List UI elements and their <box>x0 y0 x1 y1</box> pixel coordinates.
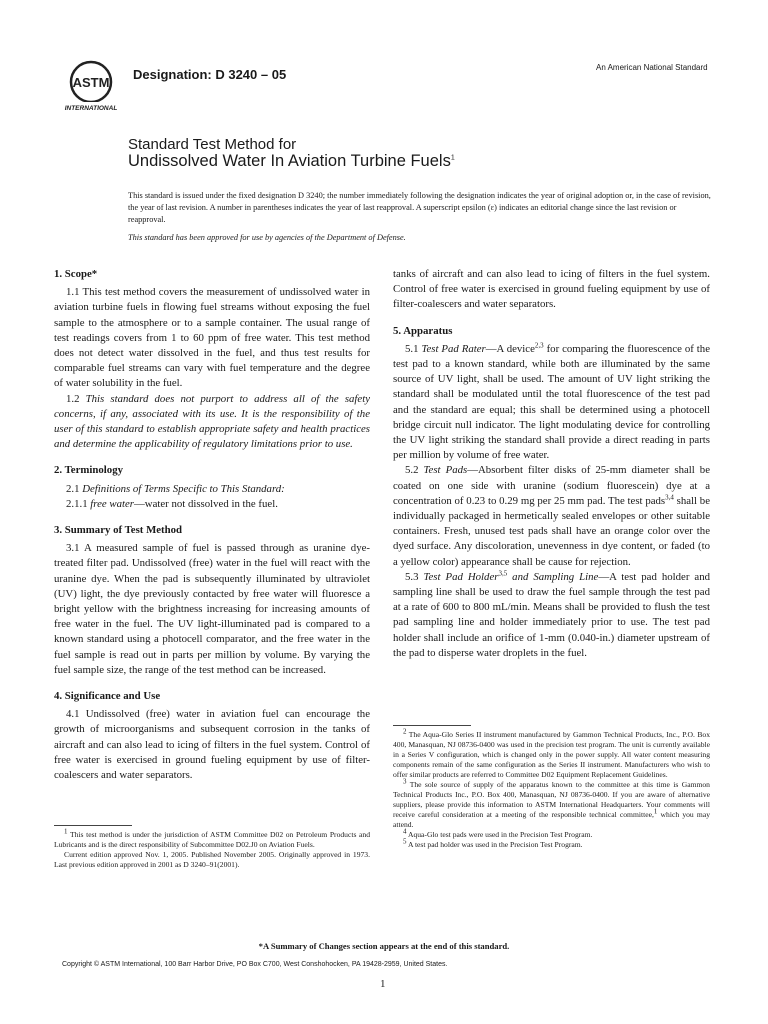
app-5-3-sup: 3,5 <box>498 569 508 578</box>
app-5-2-num: 5.2 <box>405 464 419 477</box>
scope-1-2-num: 1.2 <box>66 392 80 405</box>
footnote-5 <box>393 837 710 850</box>
summary-3-1: 3.1 A measured sample of fuel is passed through as uranine dye-treated filter pad. Undissolved (free) water in the fuel will react with the uranine dye. When the pad is subsequently illuminated by ultraviolet (UV) light, the dye previously contacted by free water will fluoresce a bright yellow with the brightness increasing for increasing amounts of free water in the fuel. The UV light-illuminated pad is compared to a known standard using a photocell comparator, and the free water in the fuel sample is read out in parts per million by volume. By varying the fuel sample size, the range of the test method can be increased. <box>54 542 370 676</box>
title-text: Undissolved Water In Aviation Turbine Fuels <box>128 152 451 170</box>
fn5-num: 5 <box>403 837 407 846</box>
scope-1-1: 1.1 This test method covers the measurement of undissolved water in aviation turbine fuels in flowing fuel streams without exposing the fuel sample to the atmosphere or to a sample container. The usual range of test readings covers from 1 to 60 ppm of free water. This test method does not detect water dissolved in the fuel, and thus test results for comparable fuel streams can vary with fuel temperature and the degree of water solubility in the fuel. <box>54 286 370 390</box>
apparatus-5-3 <box>393 570 710 661</box>
significance-continued: tanks of aircraft and can also lead to icing of filters in the fuel system. Control of free water is exercised in ground fueling equipment by use of filter-coalescers and water separators. <box>393 268 710 311</box>
summary-heading: 3. Summary of Test Method <box>54 524 183 537</box>
title-line-1: Standard Test Method for <box>128 136 297 153</box>
copyright: Copyright © ASTM International, 100 Barr Harbor Drive, PO Box C700, West Conshohocken, PA 19428-2959, United States. <box>62 961 448 968</box>
footnote-2 <box>393 727 710 780</box>
astm-logo-graphic <box>62 58 120 116</box>
app-5-2-b: shall be individually packaged in hermetically sealed envelopes or other suitable containers. Fresh, unused test pads shall have an orange color over the dyed surface. Any discoloration, unevenness in dye content, or faded (to a yellow color) appearance shall be cause for rejection. <box>393 494 710 568</box>
term-2-1-num: 2.1 <box>66 482 80 495</box>
standard-type: An American National Standard <box>596 63 708 72</box>
app-5-3-num: 5.3 <box>405 570 419 583</box>
app-5-1-term: Test Pad Rater <box>421 342 486 355</box>
terminology-heading: 2. Terminology <box>54 464 123 477</box>
app-5-3-b: —A test pad holder and sampling line shall be used to draw the fuel sample through the test pad at a rate of 600 to 800 mL/min. Means shall be provided to flush the test pad sampling line and holder immediately prior to use. The test pad holder shall include an orifice of 1-mm (0.040-in.) diameter upstream of the pad to disperse water droplets in the fuel. <box>393 570 710 659</box>
term-2-1 <box>54 482 370 497</box>
app-5-2-term: Test Pads <box>423 464 468 477</box>
scope-heading: 1. Scope* <box>54 268 98 280</box>
footnote-1 <box>54 827 370 850</box>
title-line-2 <box>128 152 455 171</box>
right-footnote-rule <box>393 725 471 726</box>
right-column <box>393 267 710 661</box>
apparatus-heading: 5. Apparatus <box>393 324 453 337</box>
apparatus-5-1 <box>393 342 710 464</box>
right-footnotes <box>393 727 710 850</box>
astm-logo <box>62 58 120 116</box>
intro-text: This standard is issued under the fixed designation D 3240; the number immediately following the designation indicates the year of original adoption or, in the case of revision, the year of last revision. A number in parentheses indicates the year of last reapproval. A superscript epsilon (ε) indicates an editorial change since the last revision or reapproval. <box>128 191 711 224</box>
left-footnote-rule <box>54 825 132 826</box>
app-5-1-sup: 2,3 <box>534 341 544 350</box>
fn3-sup: 1 <box>653 807 658 816</box>
fn3-text-b: which you may attend. <box>393 810 710 829</box>
svg-text:INTERNATIONAL: INTERNATIONAL <box>64 105 118 112</box>
term-free-water-def: —water not dissolved in the fuel. <box>133 497 278 510</box>
fn1-text: This test method is under the jurisdiction of ASTM Committee D02 on Petroleum Products and Lubricants and is the direct responsibility of Subcommittee D02.J0 on Aviation Fuels. <box>54 830 370 849</box>
app-5-3-term1: Test Pad Holder <box>423 570 499 583</box>
footnote-4 <box>393 827 710 840</box>
footnote-1b: Current edition approved Nov. 1, 2005. Published November 2005. Originally approved in 1973. Last previous edition approved in 2001 as D 3240–91(2001). <box>54 850 370 869</box>
fn2-text: The Aqua-Glo Series II instrument manufactured by Gammon Technical Products, Inc., P.O. Box 400, Manasquan, NJ 08736-0400 was used in the precision test program. The unit is currently available in a Series V configuration, which is changed only in the power supply. All water content measuring components remain of the same configuration as the Series II instrument. Manufacturers who wish to offer similar products are referred to Committee D02 Equipment Replacement Guidelines. <box>393 730 710 779</box>
fn4-num: 4 <box>403 827 407 836</box>
title-footnote-ref: 1 <box>450 154 455 162</box>
approved-note: This standard has been approved for use by agencies of the Department of Defense. <box>128 233 406 242</box>
term-2-1-1-num: 2.1.1 <box>66 497 88 510</box>
term-free-water: free water <box>90 497 134 510</box>
app-5-3-term2: and Sampling Line <box>507 570 599 583</box>
scope-1-2 <box>54 392 370 453</box>
fn4-text: Aqua-Glo test pads were used in the Precision Test Program. <box>407 830 593 839</box>
significance-4-1: 4.1 Undissolved (free) water in aviation fuel can encourage the growth of microorganisms and subsequent corrosion in the tanks of aircraft and can also lead to icing of filters in the fuel system. Control of free water is exercised in ground fueling equipment by use of filter-coalescers and water separators. <box>54 708 370 782</box>
term-2-1-1 <box>54 497 370 512</box>
app-5-1-b: for comparing the fluorescence of the test pad to a known standard, while both are illuminated by the same source of UV light, shall be used. The amount of UV light striking the standard shall be modulated until the total fluorescence of the test pad and the standard are equal; this shall be determined using a photocell bridge circuit null indicator. The light modulating device for controlling the UV light striking the standard shall provide a direct reading in parts per million by volume of free water. <box>393 342 710 462</box>
significance-heading: 4. Significance and Use <box>54 690 161 703</box>
fn1-num: 1 <box>64 827 68 836</box>
fn3-text: The sole source of supply of the apparatus known to the committee at this time is Gammon Technical Products Inc., P.O. Box 400, Manasquan, NJ 08736-0400. If you are aware of alternative suppliers, please provide this information to ASTM International Headquarters. Your comments will receive careful consideration at a meeting of the responsible technical committee, <box>393 780 710 819</box>
app-5-2-a: —Absorbent filter disks of 25-mm diameter shall be coated on one side with uranine (sodium fluorescein) dye at a concentration of 0.23 to 0.29 mg per 25 mm pad. The test pads <box>393 464 710 507</box>
app-5-2-sup: 3,4 <box>665 493 674 502</box>
svg-text:ASTM: ASTM <box>72 75 110 90</box>
fn5-text: A test pad holder was used in the Precision Test Program. <box>407 840 583 849</box>
page-number: 1 <box>380 978 386 990</box>
app-5-1-num: 5.1 <box>405 342 419 355</box>
fn3-num: 3 <box>403 777 407 786</box>
scope-1-2-text: This standard does not purport to address all of the safety concerns, if any, associated with its use. It is the responsibility of the user of this standard to establish appropriate safety and health practices and determine the applicability of regulatory limitations prior to use. <box>54 392 371 451</box>
designation: Designation: D 3240 – 05 <box>133 67 287 82</box>
fn2-num: 2 <box>403 727 407 736</box>
apparatus-5-2 <box>393 463 710 569</box>
footnote-3 <box>393 777 710 830</box>
summary-of-changes-note: *A Summary of Changes section appears at the end of this standard. <box>258 941 510 951</box>
term-2-1-text: Definitions of Terms Specific to This Standard: <box>82 482 285 495</box>
left-footnotes <box>54 827 370 870</box>
left-column <box>54 267 371 782</box>
app-5-1-a: —A device <box>485 342 535 355</box>
